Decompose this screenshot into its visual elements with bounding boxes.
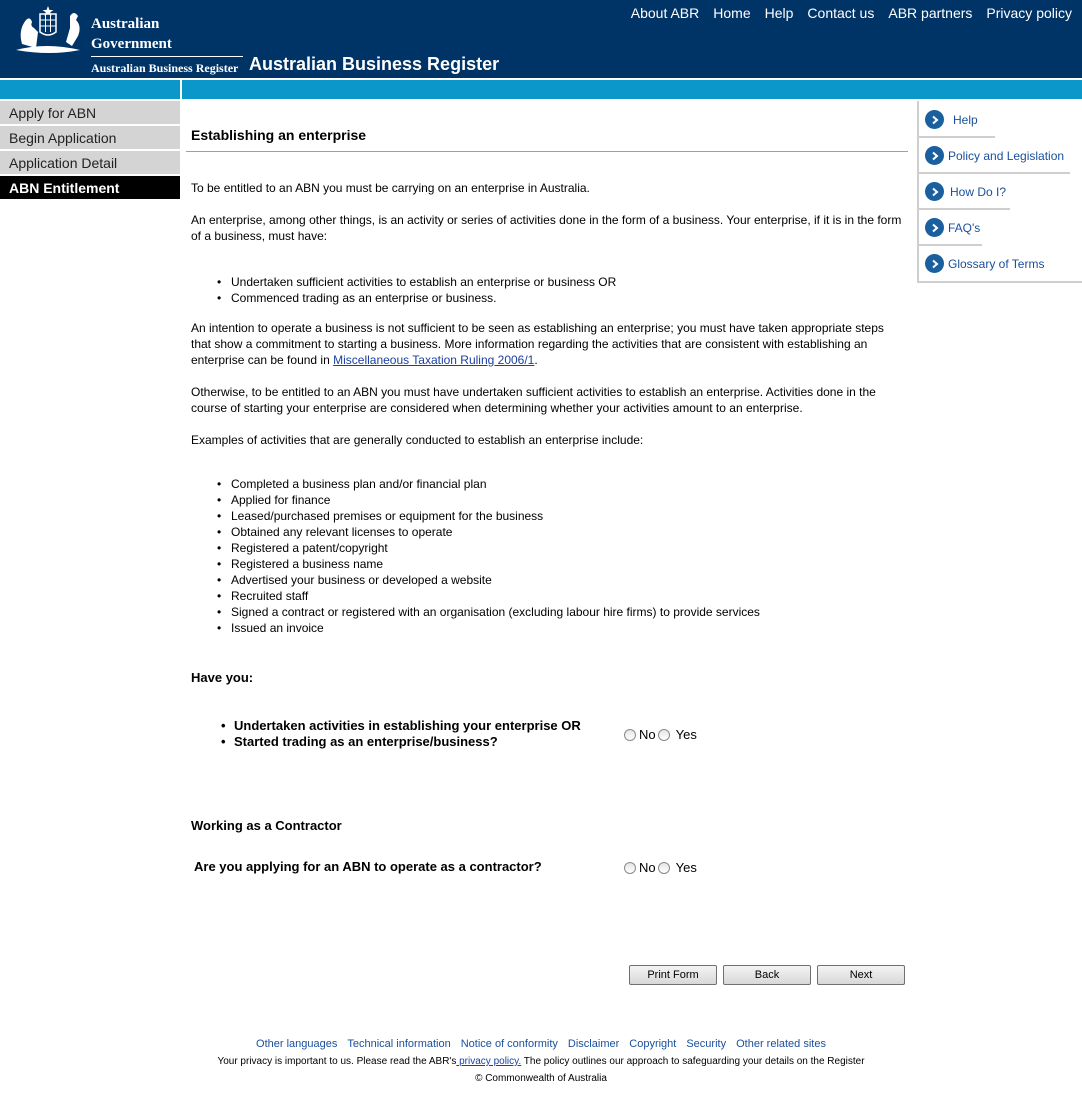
list-item: • Commenced trading as an enterprise or business. bbox=[217, 290, 616, 306]
help-link-label: How Do I? bbox=[950, 184, 1007, 199]
contractor-question: Are you applying for an ABN to operate as a contractor? bbox=[194, 859, 542, 874]
list-item: • Completed a business plan and/or financial plan bbox=[217, 476, 760, 492]
radio-label-no: No bbox=[639, 860, 656, 875]
question-item: • Undertaken activities in establishing your enterprise OR bbox=[221, 718, 581, 734]
list-item: • Registered a business name bbox=[217, 556, 760, 572]
list-item: • Undertaken sufficient activities to establish an enterprise or business OR bbox=[217, 274, 616, 290]
contractor-radio-group bbox=[624, 860, 699, 875]
activities-paragraph: Otherwise, to be entitled to an ABN you must have undertaken sufficient activities to establish an enterprise. Activities done in the course of starting your enterprise are considered when determining whether your activities amount to an enterprise. bbox=[191, 385, 876, 415]
footer-link-copyright[interactable]: Copyright bbox=[629, 1038, 677, 1050]
enterprise-radio-yes[interactable] bbox=[658, 729, 670, 741]
nav-link-abr-partners[interactable]: ABR partners bbox=[888, 5, 973, 21]
intention-text: An intention to operate a business is not sufficient to be seen as establishing an enterprise; you must have taken appropriate steps that show a commitment to starting a business. More information regarding the activities that are consistent with establishing an enterprise can be found in bbox=[191, 321, 884, 367]
coat-of-arms-icon bbox=[10, 4, 86, 56]
enterprise-requirements-list bbox=[217, 274, 616, 306]
help-link-help[interactable] bbox=[925, 110, 978, 129]
help-link-label: Glossary of Terms bbox=[948, 256, 1045, 271]
nav-link-contact-us[interactable]: Contact us bbox=[807, 5, 875, 21]
sidebar-item-abn-entitlement[interactable]: ABN Entitlement bbox=[0, 176, 180, 200]
help-link-policy-legislation[interactable] bbox=[925, 146, 1064, 165]
intention-paragraph bbox=[191, 320, 907, 368]
help-link-label: FAQ's bbox=[948, 220, 981, 235]
left-sidebar-nav bbox=[0, 101, 180, 201]
chevron-right-icon bbox=[925, 218, 944, 237]
have-you-heading: Have you: bbox=[191, 670, 254, 685]
footer-link-notice-of-conformity[interactable]: Notice of conformity bbox=[460, 1038, 558, 1050]
help-link-label: Policy and Legislation bbox=[948, 148, 1065, 163]
examples-intro-paragraph: Examples of activities that are generally conducted to establish an enterprise include: bbox=[191, 433, 644, 447]
chevron-right-icon bbox=[925, 254, 944, 273]
taxation-ruling-link[interactable]: Miscellaneous Taxation Ruling 2006/1 bbox=[333, 353, 535, 367]
enterprise-definition-paragraph: An enterprise, among other things, is an activity or series of activities done in the form of a business. Your enterprise, if it is in the form of a business, must have: bbox=[191, 213, 902, 243]
page-title: Establishing an enterprise bbox=[191, 127, 367, 143]
site-title: Australian Business Register bbox=[249, 54, 500, 74]
help-link-how-do-i[interactable] bbox=[925, 182, 1006, 201]
footer-link-other-related-sites[interactable]: Other related sites bbox=[736, 1038, 826, 1050]
list-item: • Obtained any relevant licenses to operate bbox=[217, 524, 760, 540]
list-item: • Recruited staff bbox=[217, 588, 760, 604]
nav-link-home[interactable]: Home bbox=[713, 5, 751, 21]
list-item: • Registered a patent/copyright bbox=[217, 540, 760, 556]
question-item: • Started trading as an enterprise/business? bbox=[221, 734, 581, 750]
contractor-heading: Working as a Contractor bbox=[191, 818, 342, 833]
radio-label-no: No bbox=[639, 727, 656, 742]
help-divider bbox=[919, 208, 1010, 210]
top-navigation bbox=[631, 5, 1072, 21]
footer-link-security[interactable]: Security bbox=[686, 1038, 727, 1050]
enterprise-question bbox=[221, 718, 581, 750]
sidebar-item-application-detail[interactable]: Application Detail bbox=[0, 151, 180, 175]
help-link-glossary[interactable] bbox=[925, 254, 1044, 273]
enterprise-radio-group bbox=[624, 727, 699, 742]
print-form-button[interactable]: Print Form bbox=[629, 965, 717, 985]
left-accent-stripe bbox=[0, 80, 180, 99]
sidebar-item-apply-for-abn[interactable]: Apply for ABN bbox=[0, 101, 180, 125]
contractor-radio-no[interactable] bbox=[624, 862, 636, 874]
list-item: • Advertised your business or developed a website bbox=[217, 572, 760, 588]
nav-link-help[interactable]: Help bbox=[764, 5, 794, 21]
list-item: • Leased/purchased premises or equipment for the business bbox=[217, 508, 760, 524]
intention-text-end: . bbox=[534, 353, 538, 367]
footer-privacy-notice bbox=[0, 1056, 1082, 1067]
help-divider bbox=[919, 244, 982, 246]
intro-paragraph: To be entitled to an ABN you must be carrying on an enterprise in Australia. bbox=[191, 181, 590, 195]
radio-label-yes: Yes bbox=[675, 860, 697, 875]
radio-label-yes: Yes bbox=[675, 727, 697, 742]
footer-link-disclaimer[interactable]: Disclaimer bbox=[567, 1038, 620, 1050]
examples-list bbox=[217, 476, 760, 636]
list-item: • Issued an invoice bbox=[217, 620, 760, 636]
list-item: • Signed a contract or registered with an organisation (excluding labour hire firms) to provide services bbox=[217, 604, 760, 620]
nav-link-about-abr[interactable]: About ABR bbox=[630, 5, 700, 21]
chevron-right-icon bbox=[925, 146, 944, 165]
footer-link-other-languages[interactable]: Other languages bbox=[256, 1038, 338, 1050]
chevron-right-icon bbox=[925, 182, 944, 201]
help-panel bbox=[917, 101, 1082, 283]
footer-copyright: © Commonwealth of Australia bbox=[475, 1073, 607, 1084]
next-button[interactable]: Next bbox=[817, 965, 905, 985]
gov-name-text: Australian Government bbox=[91, 14, 243, 57]
list-item: • Applied for finance bbox=[217, 492, 760, 508]
help-link-label: Help bbox=[953, 112, 978, 127]
sidebar-item-begin-application[interactable]: Begin Application bbox=[0, 126, 180, 150]
title-divider bbox=[186, 151, 908, 152]
back-button[interactable]: Back bbox=[723, 965, 811, 985]
help-divider bbox=[919, 136, 995, 138]
privacy-text-end: The policy outlines our approach to safeguarding your details on the Register bbox=[521, 1056, 865, 1067]
chevron-right-icon bbox=[925, 110, 944, 129]
footer-link-technical-information[interactable]: Technical information bbox=[347, 1038, 451, 1050]
accent-stripe bbox=[182, 80, 1082, 99]
abr-name-text: Australian Business Register bbox=[91, 57, 243, 79]
enterprise-radio-no[interactable] bbox=[624, 729, 636, 741]
footer-links bbox=[0, 1038, 1082, 1050]
privacy-text: Your privacy is important to us. Please read the ABR's bbox=[217, 1056, 457, 1067]
contractor-radio-yes[interactable] bbox=[658, 862, 670, 874]
nav-link-privacy-policy[interactable]: Privacy policy bbox=[986, 5, 1072, 21]
help-link-faqs[interactable] bbox=[925, 218, 980, 237]
help-divider bbox=[919, 172, 1070, 174]
site-header bbox=[0, 0, 1082, 78]
privacy-policy-link[interactable]: privacy policy. bbox=[456, 1056, 522, 1067]
